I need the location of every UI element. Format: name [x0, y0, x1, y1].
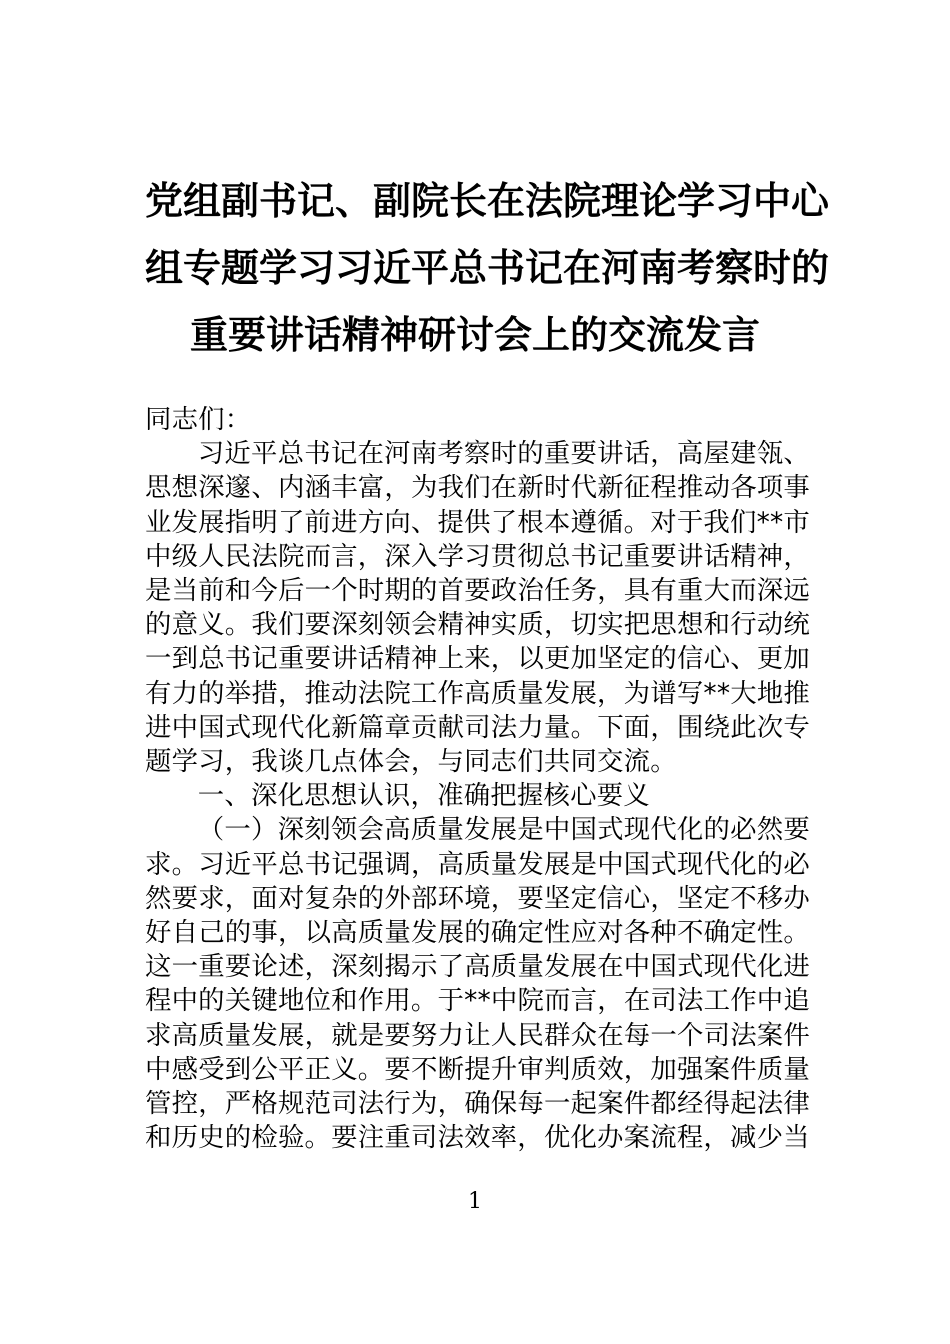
document-title	[145, 168, 830, 369]
title-line-2: 组专题学习习近平总书记在河南考察时的	[145, 246, 830, 290]
subsection-paragraph: （一）深刻领会高质量发展是中国式现代化的必然要求。习近平总书记强调，高质量发展是中国式现代化的必然要求，面对复杂的外部环境，要坚定信心，坚定不移办好自己的事，以高质量发展的确定性应对各种不确定性。这一重要论述，深刻揭示了高质量发展在中国式现代化进程中的关键地位和作用。于**中院而言，在司法工作中追求高质量发展，就是要努力让人民群众在每一个司法案件中感受到公平正义。要不断提升审判质效，加强案件质量管控，严格规范司法行为，确保每一起案件都经得起法律和历史的检验。要注重司法效率，优化办案流程，减少当	[145, 814, 810, 1154]
document-body	[145, 403, 810, 1155]
section-heading: 一、深化思想认识，准确把握核心要义	[197, 780, 650, 812]
page-number: 1	[468, 1189, 482, 1214]
intro-paragraph: 习近平总书记在河南考察时的重要讲话，高屋建瓴、思想深邃、内涵丰富，为我们在新时代新征程推动各项事业发展指明了前进方向、提供了根本遵循。对于我们**市中级人民法院而言，深入学习贯彻总书记重要讲话精神，是当前和今后一个时期的首要政治任务，具有重大而深远的意义。我们要深刻领会精神实质，切实把思想和行动统一到总书记重要讲话精神上来，以更加坚定的信心、更加有力的举措，推动法院工作高质量发展，为谱写**大地推进中国式现代化新篇章贡献司法力量。下面，围绕此次专题学习，我谈几点体会，与同志们共同交流。	[145, 438, 810, 778]
salutation: 同志们：	[145, 404, 252, 435]
title-line-1: 党组副书记、副院长在法院理论学习中心	[145, 179, 830, 223]
title-line-3: 重要讲话精神研讨会上的交流发言	[189, 313, 760, 357]
